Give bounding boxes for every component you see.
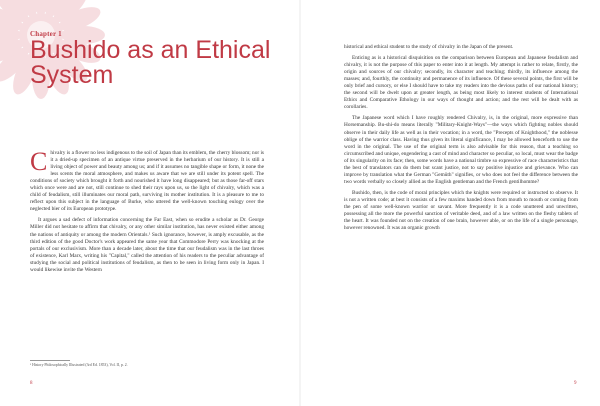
paragraph: It argues a sad defect of information concerning the Far East, when so erudite a scholar as Dr. George Miller did not hesitate to affirm that chivalry, or any other similar institution, has never existed either among the nations of antiquity or among the modern Orientals.¹ Such ignorance, however, is amply excusable, as the third edition of the good Doctor's work appeared the same year that Commodore Perry was knocking at the portals of our exclusivism. More than a decade later, about the time that our feudalism was in the last throes of existence, Karl Marx, writing his "Capital," called the attention of his readers to the peculiar advantage of studying the social and political institutions of feudalism, as then to be seen in living form only in Japan. I would likewise invite the Western xyxy=(30,217,264,273)
paragraph: The Japanese word which I have roughly rendered Chivalry, is, in the original, more expressive than Horsemanship. Bu-shi-do means literally "Military-Knight-Ways"—the ways which fighting nobles should observe in their daily life as well as in their vocation; in a word, the "Precepts of Knighthood," the noblesse oblige of the warrior class. Having thus given its literal significance, I may be allowed henceforth to use the word in the original. The use of the original term is also advisable for this reason, that a teaching so circumscribed and unique, engendering a cast of mind and character so peculiar, so local, must wear the badge of its singularity on its face; then, some words have a national timbre so expressive of race characteristics that the best of translators can do them but scant justice, not to say positive injustice and grievance. Who can improve by translation what the German "Gemüth" signifies, or who does not feel the difference between the two words verbally so closely allied as the English gentleman and the French gentilhomme? xyxy=(344,115,578,185)
left-body-text xyxy=(30,147,264,278)
paragraph: Enticing as is a historical disquisition on the comparison between European and Japanese feudalism and chivalry, it is not the purpose of this paper to enter into it at length. My attempt is rather to relate, firstly, the origin and sources of our chivalry; secondly, its character and teaching; thirdly, its influence among the masses; and, fourthly, the continuity and permanence of its influence. Of these several points, the first will be only brief and cursory, or else I should have to take my readers into the devious paths of our national history; the second will be dwelt upon at greater length, as being most likely to interest students of International Ethics and Comparative Ethology in our ways of thought and action; and the rest will be dealt with as corollaries. xyxy=(344,55,578,111)
page-number-right: 9 xyxy=(574,381,577,386)
chapter-label: Chapter 1 xyxy=(30,30,62,38)
paragraph-text: hivalry is a flower no less indigenous to the soil of Japan than its emblem, the cherry blossom; nor is it a dried-up specimen of an antique virtue preserved in the herbarium of our history. It is still a living object of power and beauty among us; and if it assumes no tangible shape or form, it none the less scents the moral atmosphere, and makes us aware that we are still under its potent spell. The conditions of society which brought it forth and nourished it have long disappeared; but as those far-off stars which once were and are not, still continue to shed their rays upon us, so the light of chivalry, which was a child of feudalism, still illuminates our moral path, surviving its mother institution. It is a pleasure to me to reflect upon this subject in the language of Burke, who uttered the well-known touching eulogy over the neglected bier of its European prototype. xyxy=(30,150,264,213)
footnote: ¹ History Philosophically Illustrated (3rd Ed. 1853), Vol. II, p. 2. xyxy=(30,363,128,367)
right-body-text xyxy=(344,44,578,236)
page-number-left: 8 xyxy=(30,381,33,386)
drop-cap: C xyxy=(30,147,48,176)
footnote-divider xyxy=(30,360,70,361)
paragraph: historical and ethical student to the study of chivalry in the Japan of the present. xyxy=(344,44,514,50)
paragraph xyxy=(30,147,264,213)
right-page xyxy=(300,0,600,406)
paragraph: Bushido, then, is the code of moral principles which the knights were required or instructed to observe. It is not a written code; at best it consists of a few maxims handed down from mouth to mouth or coming from the pen of some well-known warrior or savant. More frequently it is a code unuttered and unwritten, possessing all the more the powerful sanction of veritable deed, and of a law written on the fleshy tablets of the heart. It was founded not on the creation of one brain, however able, or on the life of a single personage, however renowned. It was an organic growth xyxy=(344,189,578,232)
chapter-title: Bushido as an Ethical System xyxy=(30,36,271,89)
